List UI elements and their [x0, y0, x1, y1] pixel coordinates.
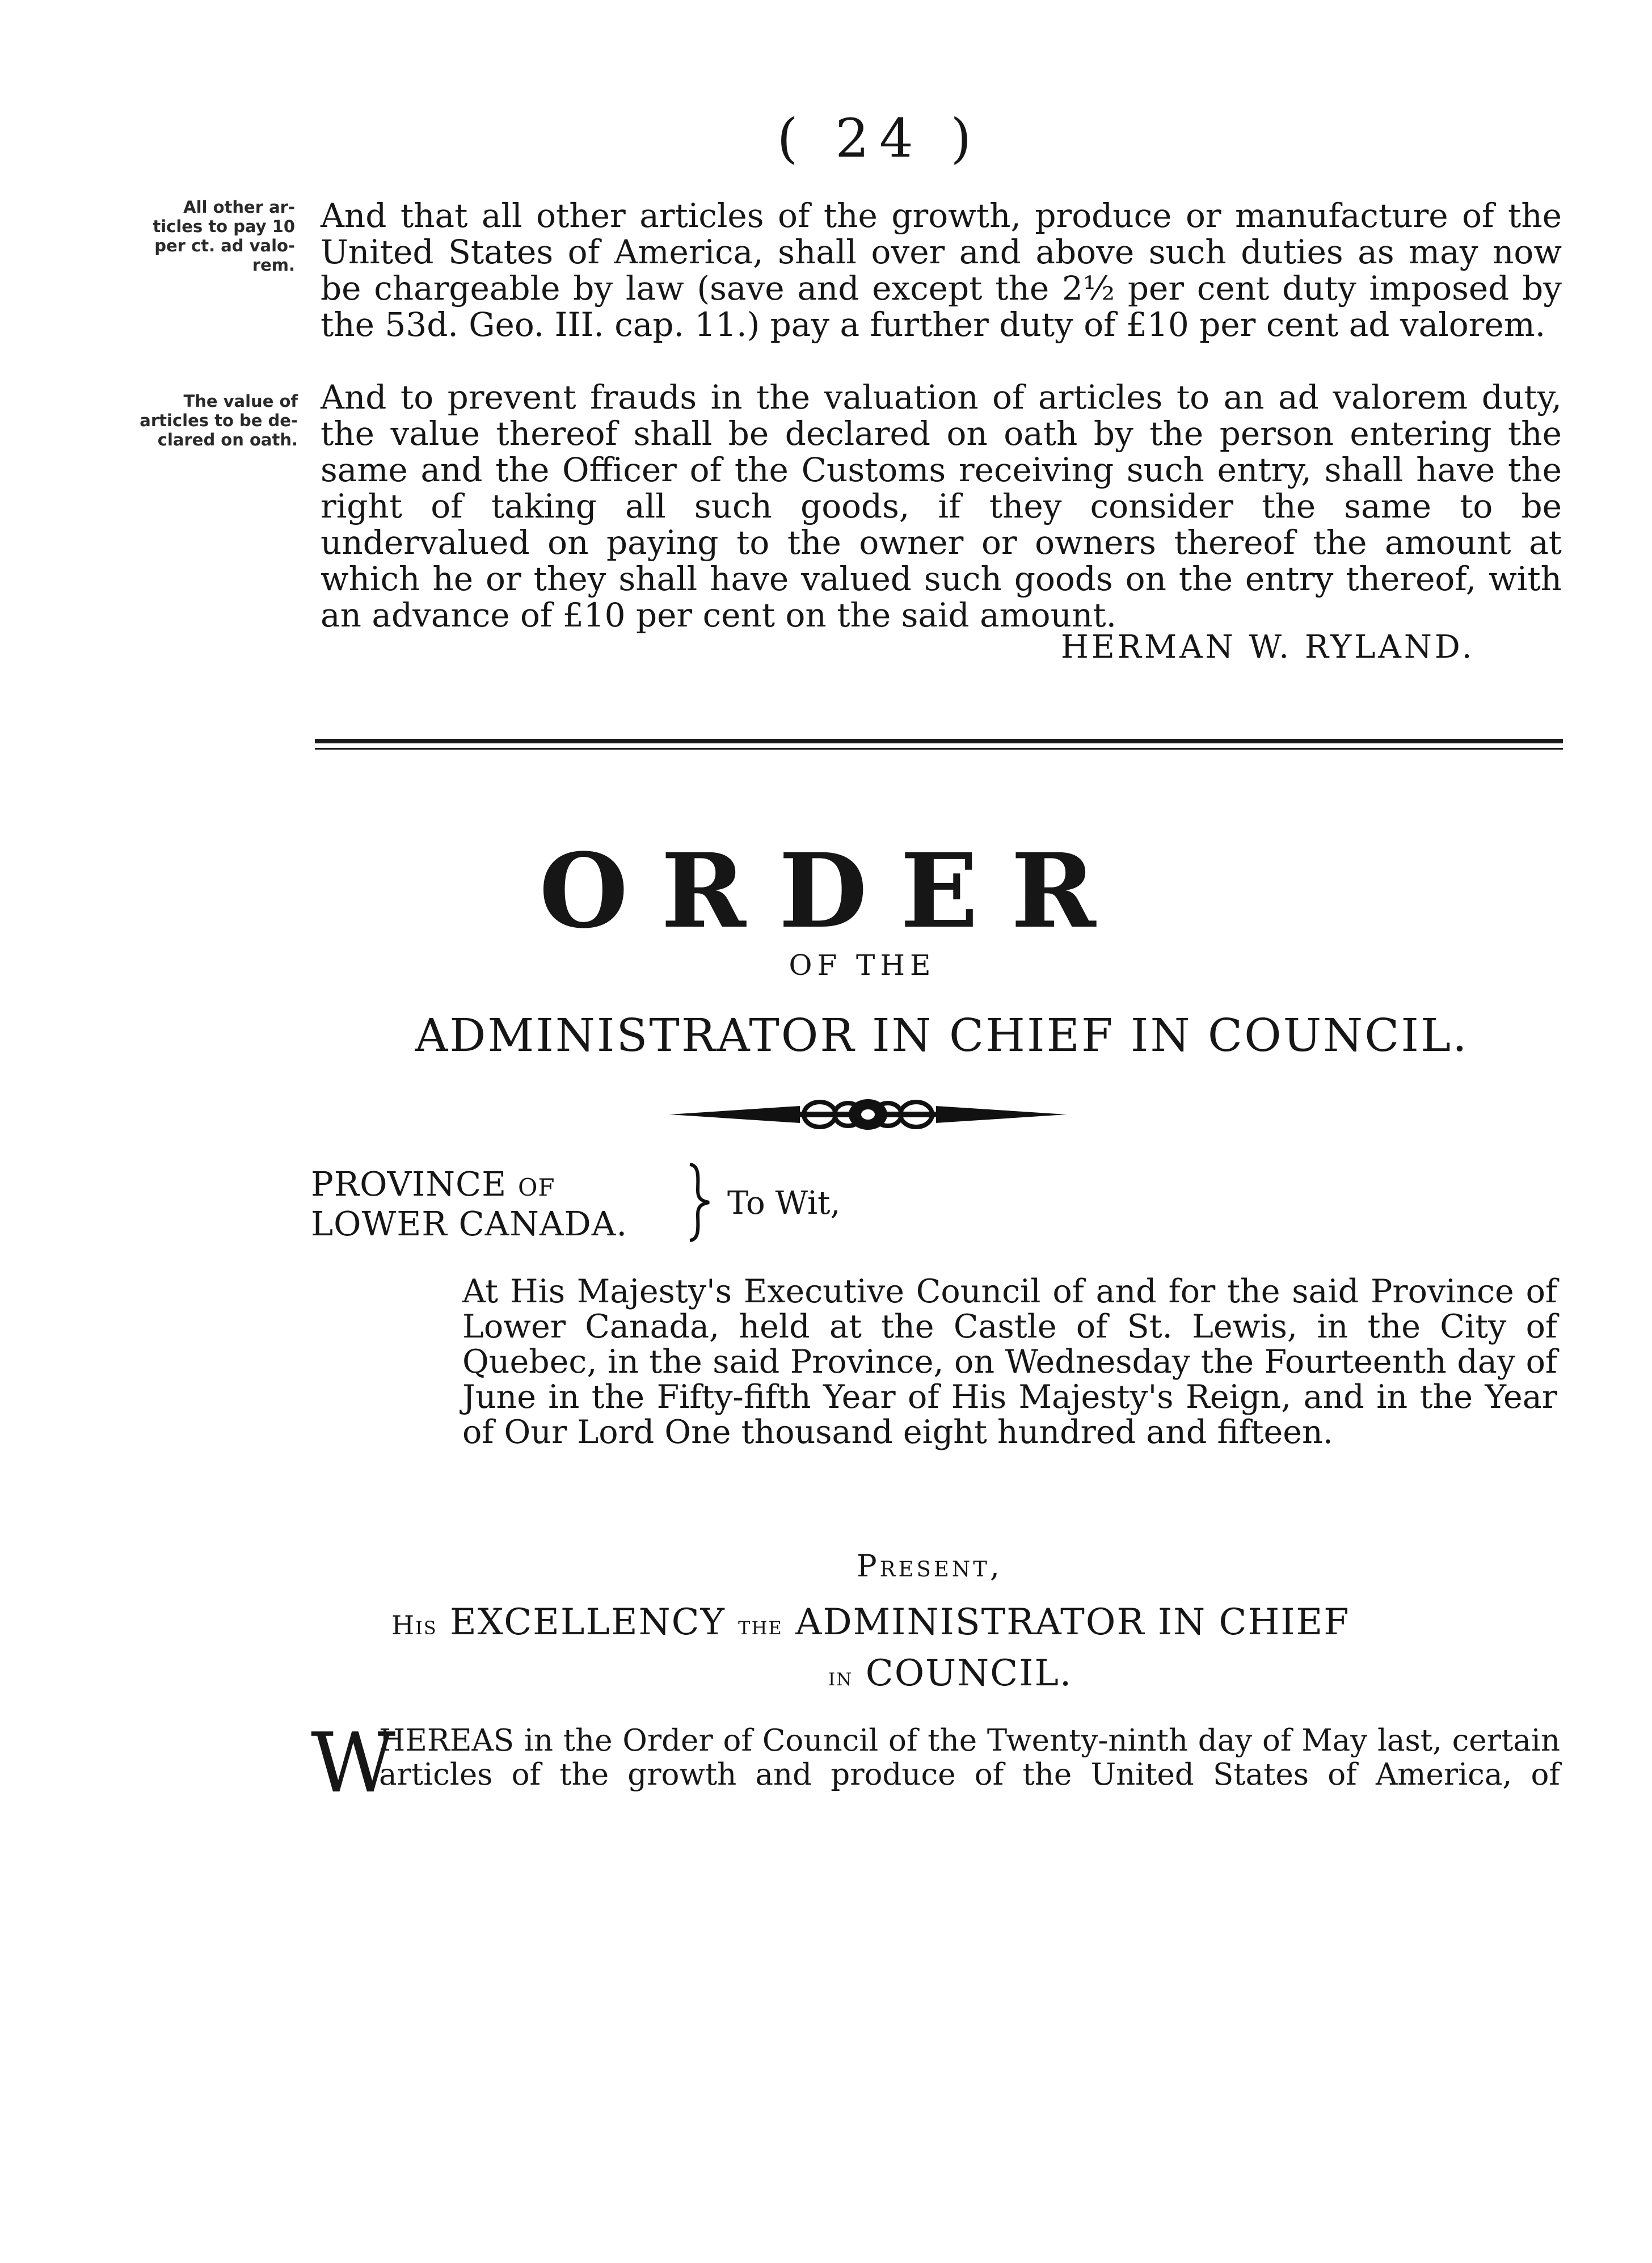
in-label: in [828, 1663, 853, 1692]
order-title: ORDER [539, 831, 1129, 951]
margin-note-other-articles: All other ar- ticles to pay 10 per ct. ad valo- rem. [153, 197, 295, 275]
the-label: the [738, 1610, 783, 1641]
signature: HERMAN W. RYLAND. [1061, 629, 1475, 666]
province-designation [311, 1166, 627, 1242]
whereas-paragraph: HEREAS in the Order of Council of the Twenty-ninth day of May last, certain articles of the growth and produce of the United States of America, of [379, 1723, 1560, 1792]
excellency-line [391, 1601, 1503, 1643]
present-label: Present, [857, 1549, 1002, 1584]
paragraph-prevent-frauds: And to prevent frauds in the valuation of articles to an ad valorem duty, the value thereof shall be declared on oath by the person entering the same and the Officer of the Customs receiving such entry, shall have the right of taking all such goods, if they consider the same to be undervalued on paying to the owner or owners thereof the amount at which he or they shall have valued such goods on the entry thereof, with an advance of £10 per cent on the said amount. [321, 378, 1562, 634]
council-paragraph: At His Majesty's Executive Council of and for the said Province of Lower Canada, held at the Castle of St. Lewis, in the City of Quebec, in the said Province, on Wednesday the Fourteenth day of June in the Fifty-fifth Year of His Majesty's Reign, and in the Year of Our Lord One thousand eight hundred and fifteen. [462, 1273, 1557, 1451]
ornament-icon [669, 1092, 1067, 1137]
section-divider-thin [315, 748, 1563, 750]
council-label: COUNCIL. [865, 1652, 1073, 1694]
province-label: PROVINCE [311, 1164, 507, 1204]
in-council-line [828, 1652, 1072, 1694]
section-divider-thick [315, 739, 1563, 743]
province-name: LOWER CANADA. [311, 1204, 628, 1243]
margin-note-value-on-oath: The value of articles to be de- clared on oath. [140, 392, 298, 449]
paragraph-other-articles: And that all other articles of the growth, produce or manufacture of the United States of America, shall over and above such duties as may now be chargeable by law (save and except the 2½ per cent duty imposed by the 53d. Geo. III. cap. 11.) pay a further duty of £10 per cent ad valorem. [321, 196, 1562, 344]
excellency-label: EXCELLENCY [450, 1601, 726, 1643]
order-subtitle: OF THE [789, 949, 936, 982]
drop-cap: W [311, 1715, 396, 1811]
administrator-heading: ADMINISTRATOR IN CHIEF IN COUNCIL. [415, 1009, 1469, 1062]
page-number: ( 24 ) [777, 108, 982, 170]
curly-brace-icon [686, 1162, 714, 1243]
province-of-label: OF [517, 1173, 555, 1201]
his-label: His [391, 1610, 437, 1641]
to-wit-label: To Wit, [727, 1185, 841, 1222]
administrator-label: ADMINISTRATOR IN CHIEF [795, 1601, 1350, 1643]
